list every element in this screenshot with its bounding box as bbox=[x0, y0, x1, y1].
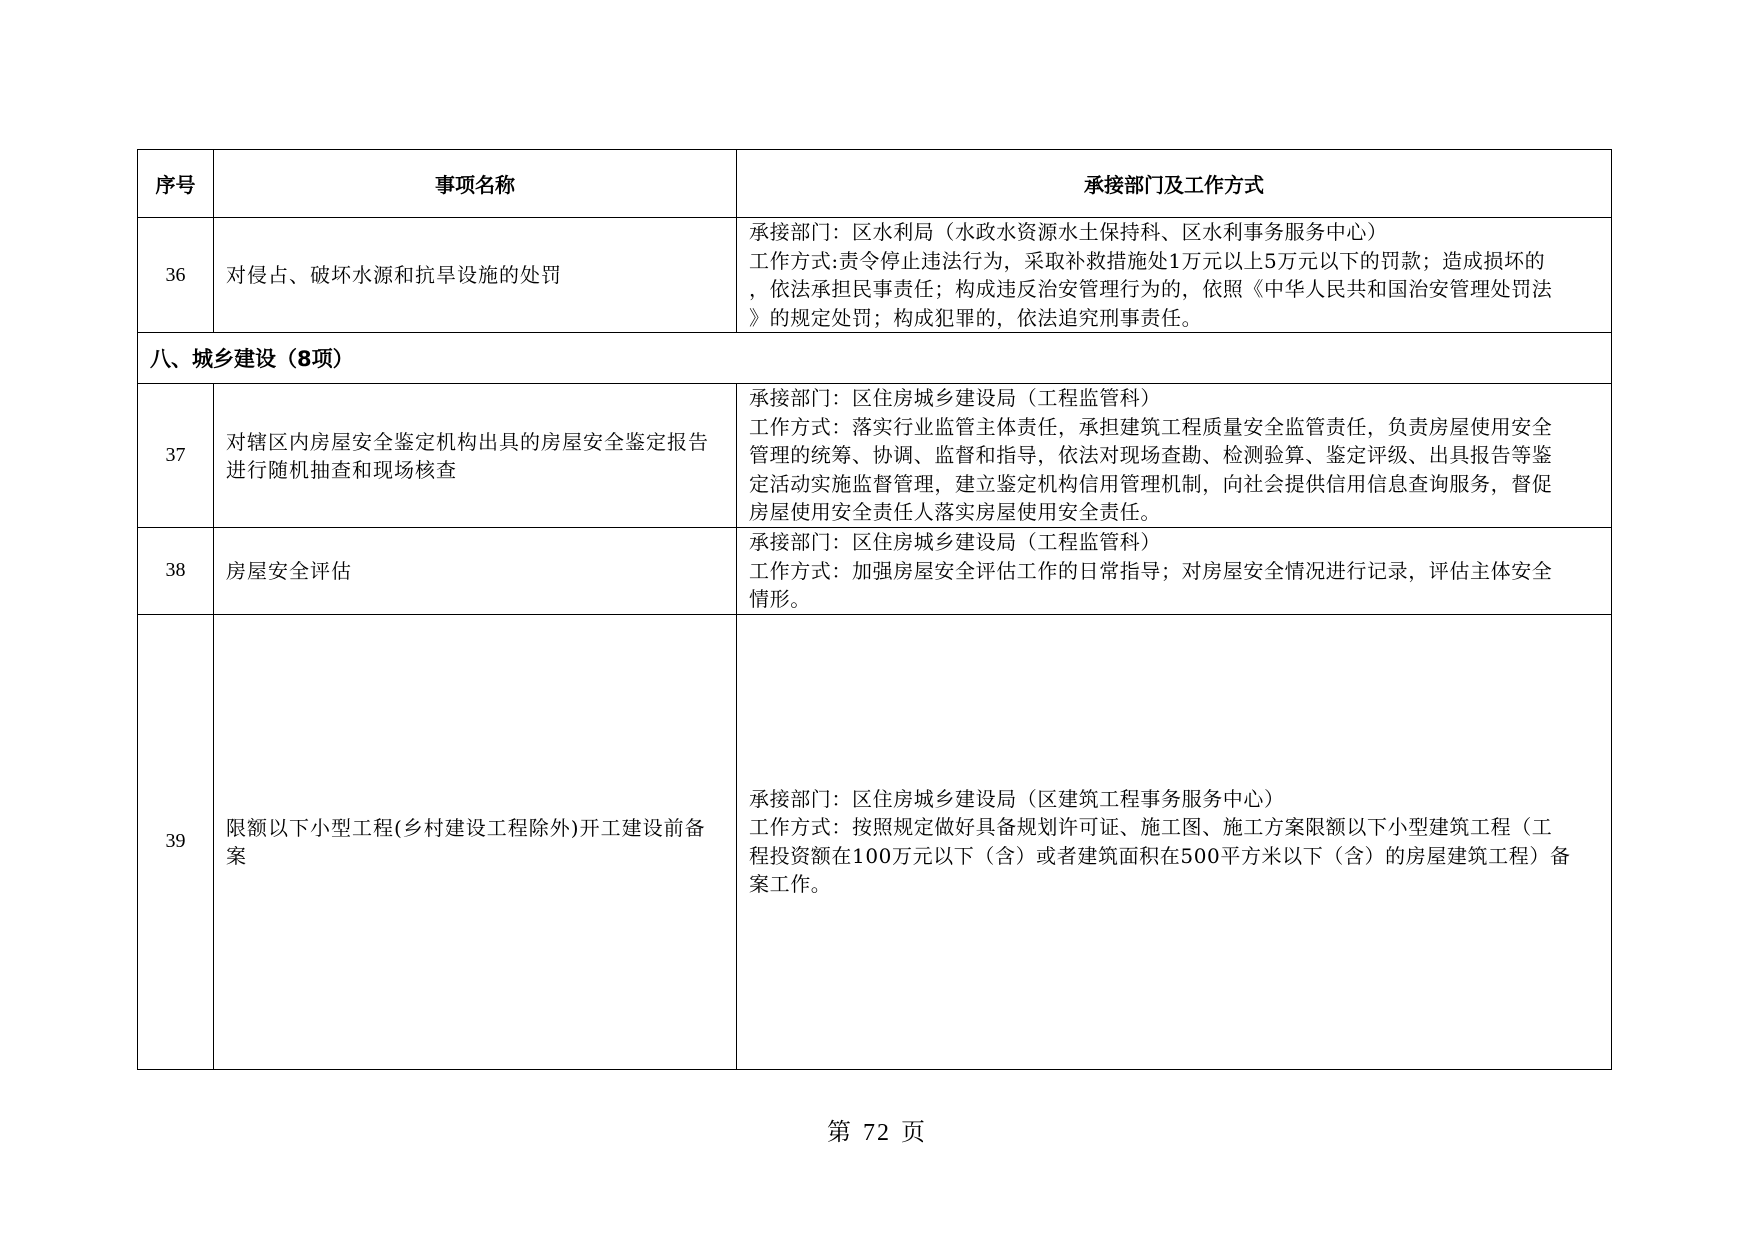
row-dept bbox=[737, 384, 1612, 528]
header-no: 序号 bbox=[138, 150, 214, 218]
row-dept bbox=[737, 614, 1612, 1069]
section-title: 八、城乡建设（8项） bbox=[138, 333, 1612, 384]
section-row bbox=[138, 333, 1612, 384]
dept-line: 程投资额在100万元以下（含）或者建筑面积在500平方米以下（含）的房屋建筑工程）备 bbox=[749, 843, 1571, 868]
row-dept bbox=[737, 528, 1612, 615]
page-number-prefix: 第 bbox=[827, 1118, 853, 1146]
dept-line: 房屋使用安全责任人落实房屋使用安全责任。 bbox=[749, 500, 1161, 525]
row-name: 对辖区内房屋安全鉴定机构出具的房屋安全鉴定报告进行随机抽查和现场核查 bbox=[214, 384, 737, 528]
row-dept bbox=[737, 218, 1612, 333]
page-number-value: 72 bbox=[863, 1120, 891, 1146]
dept-line: 工作方式:责令停止违法行为，采取补救措施处1万元以上5万元以下的罚款；造成损坏的 bbox=[749, 248, 1546, 273]
row-name: 对侵占、破坏水源和抗旱设施的处罚 bbox=[214, 218, 737, 333]
row-no: 37 bbox=[138, 384, 214, 528]
dept-line: 管理的统筹、协调、监督和指导，依法对现场查勘、检测验算、鉴定评级、出具报告等鉴 bbox=[749, 443, 1553, 468]
table-row bbox=[138, 528, 1612, 615]
table-header-row bbox=[138, 150, 1612, 218]
dept-line: 定活动实施监督管理，建立鉴定机构信用管理机制，向社会提供信用信息查询服务，督促 bbox=[749, 471, 1553, 496]
header-dept: 承接部门及工作方式 bbox=[737, 150, 1612, 218]
dept-line: 承接部门：区住房城乡建设局（区建筑工程事务服务中心） bbox=[749, 786, 1285, 811]
dept-line: 承接部门：区水利局（水政水资源水土保持科、区水利事务服务中心） bbox=[749, 220, 1388, 244]
table-row bbox=[138, 218, 1612, 333]
header-name: 事项名称 bbox=[214, 150, 737, 218]
dept-line: 案工作。 bbox=[749, 872, 832, 896]
dept-line: ，依法承担民事责任；构成违反治安管理行为的，依照《中华人民共和国治安管理处罚法 bbox=[749, 277, 1553, 301]
dept-line: 承接部门：区住房城乡建设局（工程监管科） bbox=[749, 386, 1161, 411]
row-no: 38 bbox=[138, 528, 214, 615]
dept-line: 》的规定处罚；构成犯罪的，依法追究刑事责任。 bbox=[749, 305, 1203, 330]
dept-line: 工作方式：按照规定做好具备规划许可证、施工图、施工方案限额以下小型建筑工程（工 bbox=[749, 815, 1553, 839]
dept-line: 情形。 bbox=[749, 587, 811, 611]
row-name: 限额以下小型工程(乡村建设工程除外)开工建设前备案 bbox=[214, 614, 737, 1069]
row-no: 39 bbox=[138, 614, 214, 1069]
item-table bbox=[137, 149, 1612, 1070]
page-number-suffix: 页 bbox=[901, 1118, 927, 1146]
dept-line: 工作方式：落实行业监管主体责任，承担建筑工程质量安全监管责任，负责房屋使用安全 bbox=[749, 414, 1553, 439]
dept-line: 承接部门：区住房城乡建设局（工程监管科） bbox=[749, 530, 1161, 554]
table-row bbox=[138, 614, 1612, 1069]
row-name: 房屋安全评估 bbox=[214, 528, 737, 615]
page-number bbox=[0, 1112, 1754, 1147]
table-row bbox=[138, 384, 1612, 528]
dept-line: 工作方式：加强房屋安全评估工作的日常指导；对房屋安全情况进行记录，评估主体安全 bbox=[749, 558, 1553, 583]
row-no: 36 bbox=[138, 218, 214, 333]
